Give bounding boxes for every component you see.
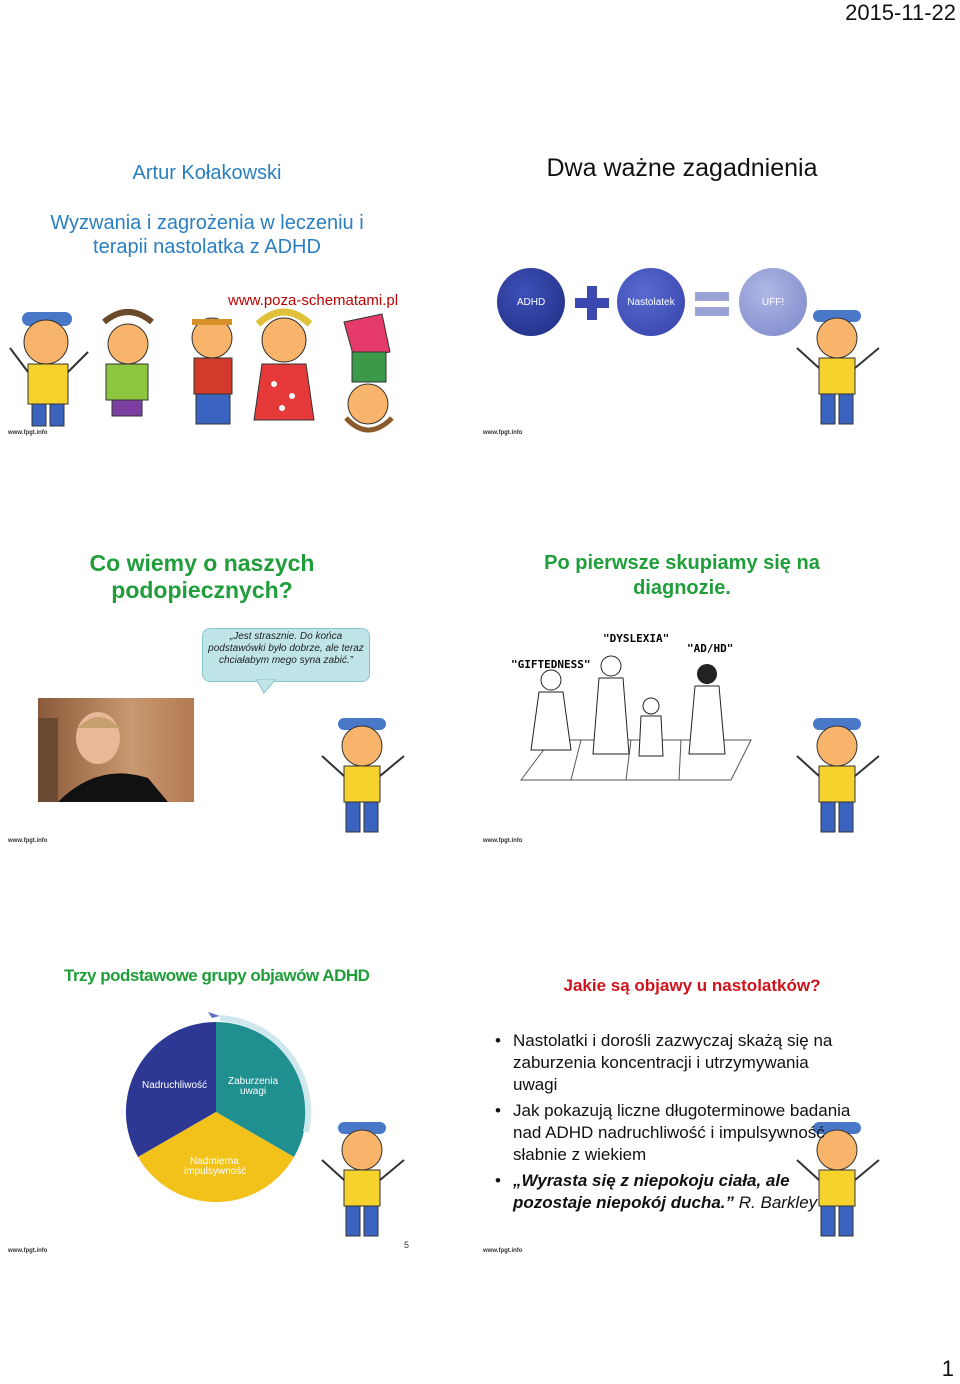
- slide-3-title-line2: podopiecznych?: [111, 577, 293, 603]
- quote-bubble: [202, 628, 370, 682]
- cartoon-boy: [793, 716, 883, 846]
- segment-impulsywnosc-line2: impulsywność: [184, 1166, 247, 1177]
- list-item: • „Wyrasta się z niepokoju ciała, ale pozostaje niepokój ducha.” R. Barkley: [495, 1171, 818, 1212]
- circle-adhd-label: ADHD: [516, 296, 546, 308]
- slide-4-credit: www.fpgt.info: [483, 838, 523, 844]
- barkley-quote: „Wyrasta się z niepokoju ciała, ale pozostaje niepokój ducha.”: [513, 1171, 790, 1212]
- symptoms-cycle-diagram: [116, 1012, 316, 1212]
- segment-nadruchliwosc: Nadruchliwość: [142, 1080, 208, 1091]
- slide-5-number: 5: [404, 1240, 410, 1250]
- slide-3-title-line1: Co wiemy o naszych: [89, 550, 315, 576]
- kid-5-figure: [344, 314, 392, 430]
- cartoon-boy: [793, 308, 883, 438]
- label-giftedness: "GIFTEDNESS": [511, 658, 591, 671]
- kid-4-figure: [254, 312, 314, 420]
- slide-4-title-line2: diagnozie.: [633, 577, 731, 599]
- teen-photo: [38, 698, 194, 802]
- slide-2-title: Dwa ważne zagadnienia: [546, 154, 818, 182]
- symptoms-list: [493, 1030, 853, 1218]
- list-item: • Nastolatki i dorośli zazwyczaj skażą się na zaburzenia koncentracji i utrzymywania uwagi: [495, 1031, 833, 1094]
- plus-icon: [575, 286, 609, 320]
- page-date: 2015-11-22: [845, 0, 956, 25]
- kid-3-figure: [192, 318, 232, 424]
- cartoon-boy: [318, 1120, 408, 1250]
- kid-2-figure: [104, 312, 152, 416]
- slide-6-credit: www.fpgt.info: [483, 1248, 523, 1254]
- slide-4-title-line1: Po pierwsze skupiamy się na: [544, 552, 820, 574]
- slide-1-credit: www.fpgt.info: [8, 430, 48, 436]
- diagnosis-cartoon: [511, 630, 761, 790]
- circle-uff-label: UFF!: [761, 296, 785, 308]
- slide-2: [477, 132, 887, 440]
- children-drawing: [2, 292, 412, 440]
- slide-5-credit: www.fpgt.info: [8, 1248, 48, 1254]
- segment-zaburzenia-line2: uwagi: [240, 1086, 267, 1097]
- bubble-tail: [256, 679, 286, 695]
- author-name: Artur Kołakowski: [132, 162, 282, 184]
- slide-5: [2, 950, 412, 1258]
- circle-nastolatek: [617, 268, 685, 336]
- circle-nastolatek-label: Nastolatek: [627, 296, 675, 308]
- slide-1: [2, 132, 412, 440]
- slide-1-title-line2: terapii nastolatka z ADHD: [93, 236, 321, 258]
- segment-zaburzenia-line1: Zaburzenia: [228, 1076, 279, 1087]
- barkley-author: R. Barkley: [734, 1193, 818, 1212]
- slide-3: [2, 540, 412, 848]
- segment-impulsywnosc-line1: Nadmierna: [190, 1156, 239, 1167]
- circle-adhd: [497, 268, 565, 336]
- page-number: 1: [941, 1356, 954, 1381]
- slide-6: [477, 950, 887, 1258]
- cartoon-boy: [318, 716, 408, 846]
- list-item: • Jak pokazują liczne długoterminowe badania nad ADHD nadruchliwość i impulsywność słabnie z wiekiem: [495, 1101, 851, 1164]
- label-dyslexia: "DYSLEXIA": [603, 632, 670, 645]
- slide-3-credit: www.fpgt.info: [8, 838, 48, 844]
- website-link[interactable]: www.poza-schematami.pl: [228, 292, 399, 309]
- quote-text: „Jest strasznie. Do końca podstawówki było dobrze, ale teraz chciałabym mego syna zabić.”: [208, 631, 364, 666]
- label-adhd: "AD/HD": [687, 642, 734, 655]
- slide-5-title: Trzy podstawowe grupy objawów ADHD: [64, 966, 370, 985]
- slide-2-credit: www.fpgt.info: [483, 430, 523, 436]
- kid-1-figure: [10, 312, 88, 426]
- slide-4: [477, 540, 887, 848]
- slide-6-title: Jakie są objawy u nastolatków?: [563, 976, 821, 995]
- slide-1-title-line1: Wyzwania i zagrożenia w leczeniu i: [50, 212, 364, 234]
- equals-icon: [695, 290, 729, 318]
